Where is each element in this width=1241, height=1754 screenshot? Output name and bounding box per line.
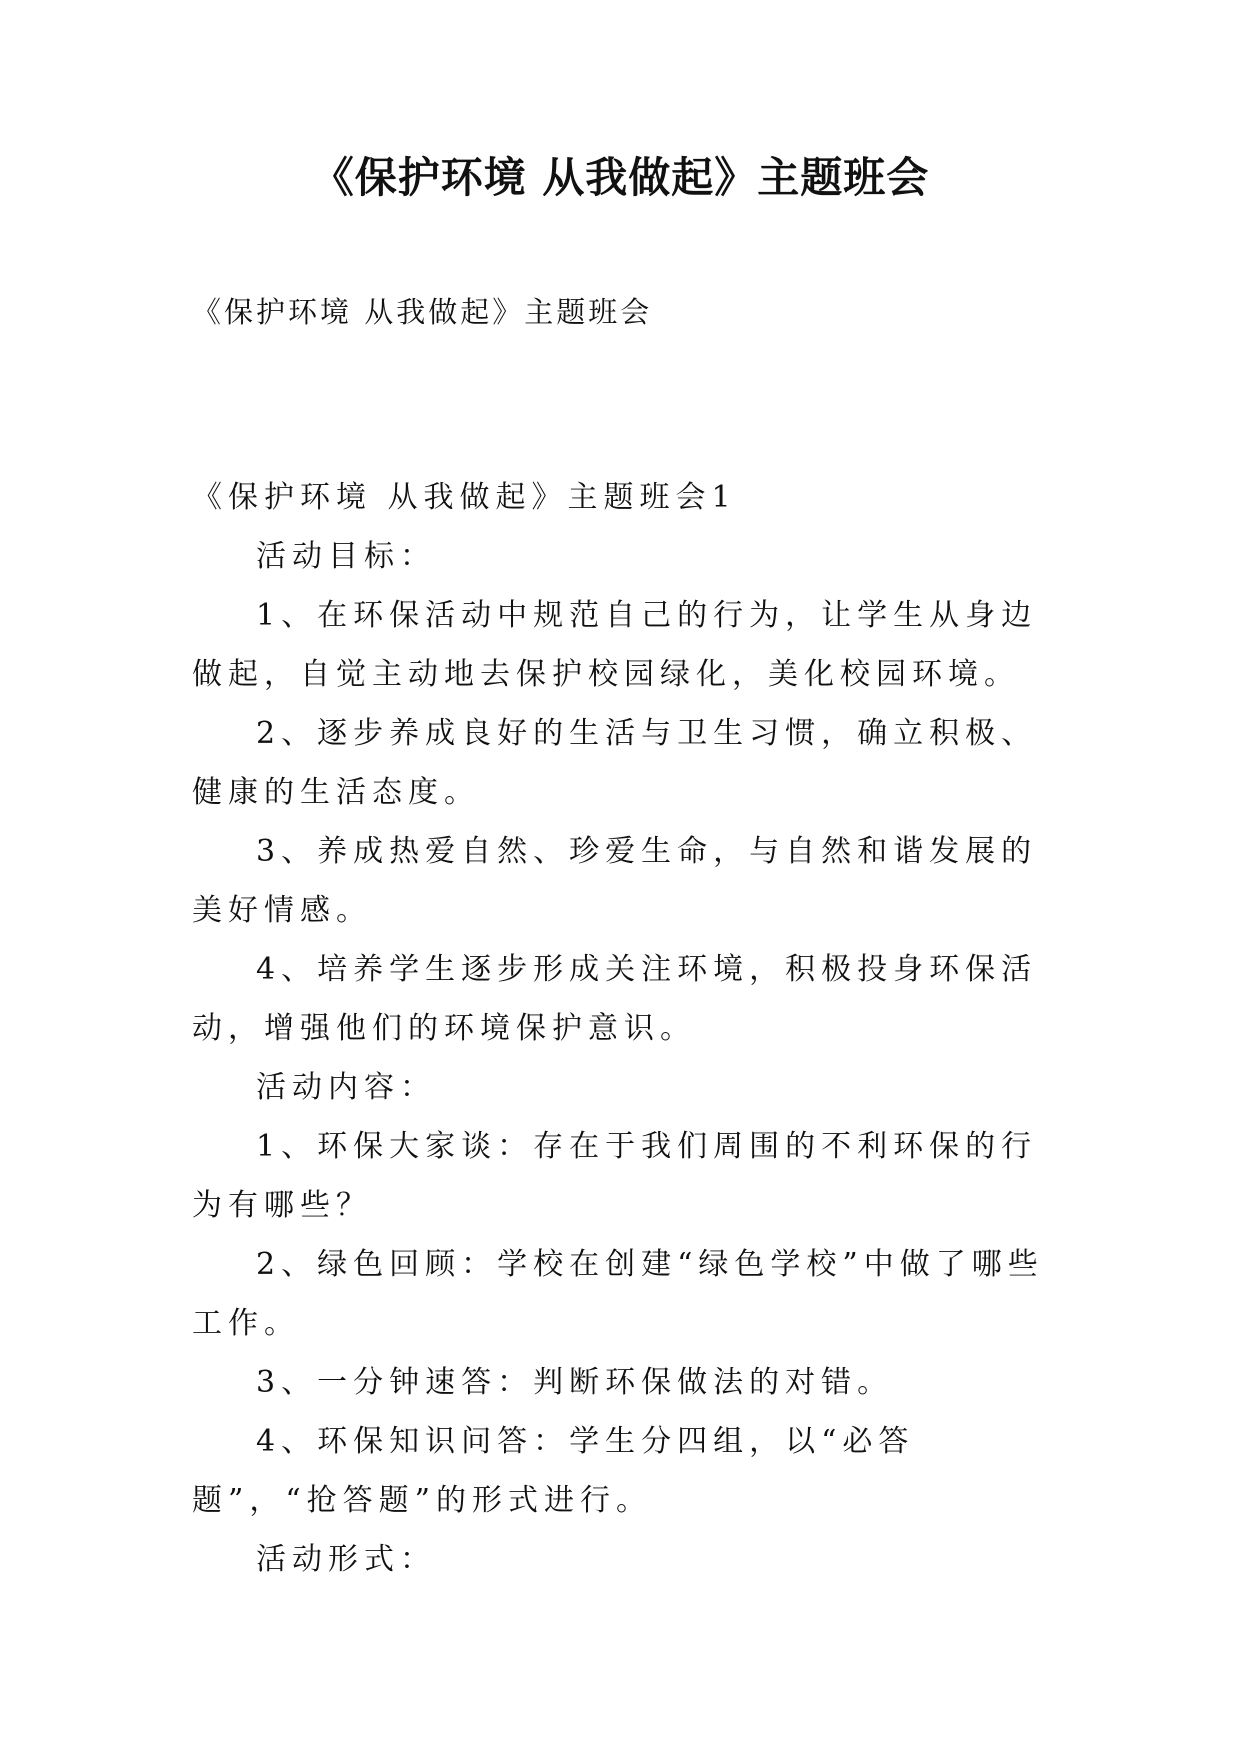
document-subtitle: 《保护环境 从我做起》主题班会: [192, 295, 653, 329]
content-item: 2、绿色回顾：学校在创建“绿色学校”中做了哪些工作。: [192, 1247, 1044, 1341]
content-item: 1、环保大家谈：存在于我们周围的不利环保的行为有哪些？: [192, 1129, 1038, 1223]
goal-item: 3、养成热爱自然、珍爱生命，与自然和谐发展的美好情感。: [192, 834, 1038, 928]
section-heading: 《保护环境 从我做起》主题班会1: [192, 480, 737, 515]
goals-heading: 活动目标：: [256, 539, 436, 574]
content-heading: 活动内容：: [256, 1070, 436, 1105]
content-item: 3、一分钟速答：判断环保做法的对错。: [256, 1365, 894, 1400]
goal-item: 2、逐步养成良好的生活与卫生习惯，确立积极、健康的生活态度。: [192, 716, 1038, 810]
content-item: 4、环保知识问答：学生分四组，以“必答题”，“抢答题”的形式进行。: [192, 1424, 915, 1518]
form-heading: 活动形式：: [256, 1542, 436, 1577]
goal-item: 1、在环保活动中规范自己的行为，让学生从身边做起，自觉主动地去保护校园绿化，美化校园环境。: [192, 598, 1038, 692]
goal-item: 4、培养学生逐步形成关注环境，积极投身环保活动，增强他们的环境保护意识。: [192, 952, 1038, 1046]
document-body: [192, 468, 1052, 1589]
document-title: 《保护环境 从我做起》主题班会: [311, 153, 930, 202]
